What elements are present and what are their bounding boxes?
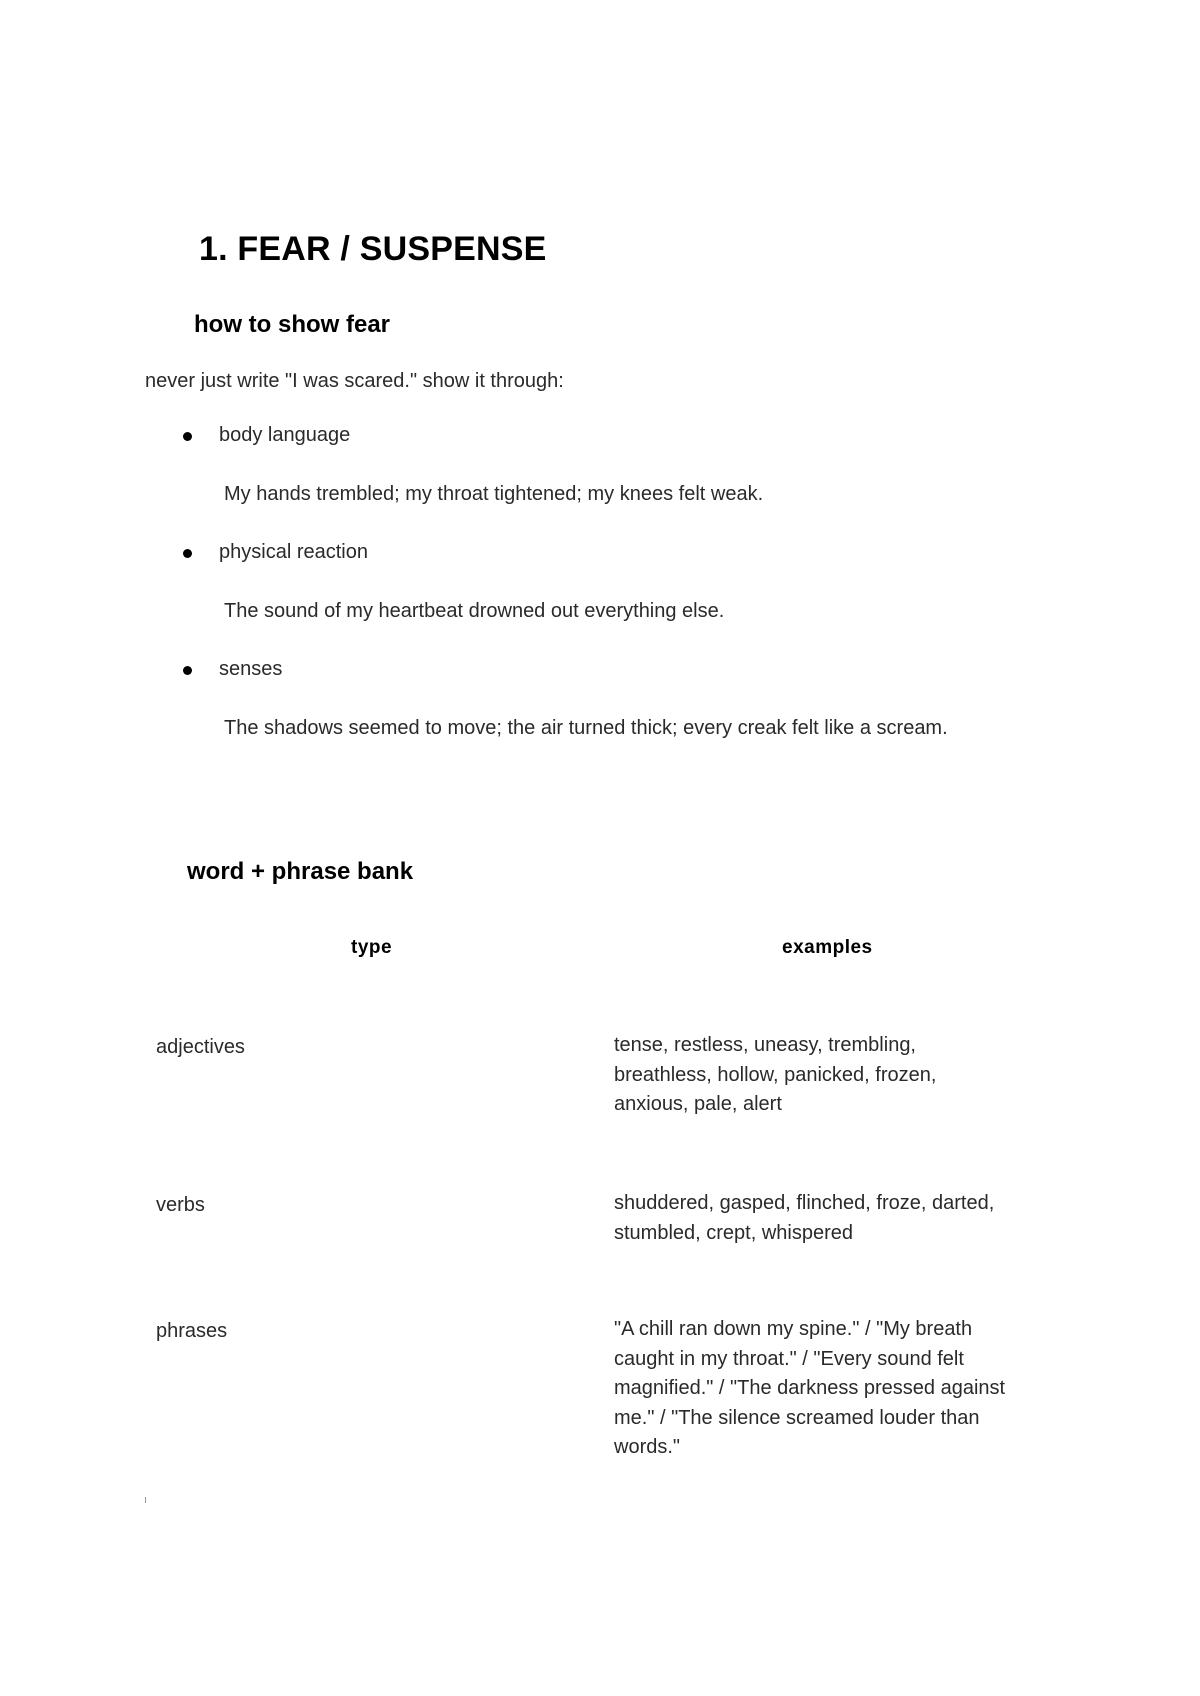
page-title: 1. FEAR / SUSPENSE — [199, 230, 547, 268]
bullet-example: The sound of my heartbeat drowned out everything else. — [224, 600, 725, 622]
example-line: me." / "The silence screamed louder than — [614, 1406, 980, 1429]
table-cell-type-verbs: verbs — [156, 1194, 205, 1216]
table-cell-examples-phrases — [614, 1315, 1064, 1463]
example-line: "A chill ran down my spine." / "My breath — [614, 1318, 973, 1340]
bullet-label: senses — [219, 658, 283, 680]
section-title-word-phrase-bank: word + phrase bank — [187, 858, 414, 885]
table-header-examples: examples — [782, 937, 873, 958]
bullet-label: body language — [219, 424, 351, 446]
intro-text: never just write "I was scared." show it through: — [145, 370, 564, 392]
bullet-label: physical reaction — [219, 541, 368, 563]
table-cell-type-adjectives: adjectives — [156, 1036, 245, 1058]
bullet-dot-icon — [183, 549, 192, 558]
bullet-example: My hands trembled; my throat tightened; my knees felt weak. — [224, 483, 764, 505]
table-cell-type-phrases: phrases — [156, 1320, 228, 1342]
example-line: magnified." / "The darkness pressed against — [614, 1377, 1006, 1399]
bullet-example: The shadows seemed to move; the air turned thick; every creak felt like a scream. — [224, 717, 948, 739]
example-line: caught in my throat." / "Every sound felt — [614, 1347, 964, 1370]
bullet-dot-icon — [183, 432, 192, 441]
bullet-dot-icon — [183, 666, 192, 675]
table-header-type: type — [351, 937, 393, 958]
example-line: stumbled, crept, whispered — [614, 1221, 854, 1244]
example-line: words." — [614, 1436, 681, 1458]
table-cell-examples-verbs — [614, 1189, 1064, 1248]
example-line: tense, restless, uneasy, trembling, — [614, 1034, 916, 1056]
section-title-how-to-show-fear: how to show fear — [194, 311, 391, 338]
example-line: shuddered, gasped, flinched, froze, darted, — [614, 1192, 995, 1214]
table-cell-examples-adjectives — [614, 1031, 1064, 1120]
example-line: anxious, pale, alert — [614, 1093, 782, 1115]
example-line: breathless, hollow, panicked, frozen, — [614, 1063, 937, 1086]
margin-mark — [145, 1497, 146, 1503]
